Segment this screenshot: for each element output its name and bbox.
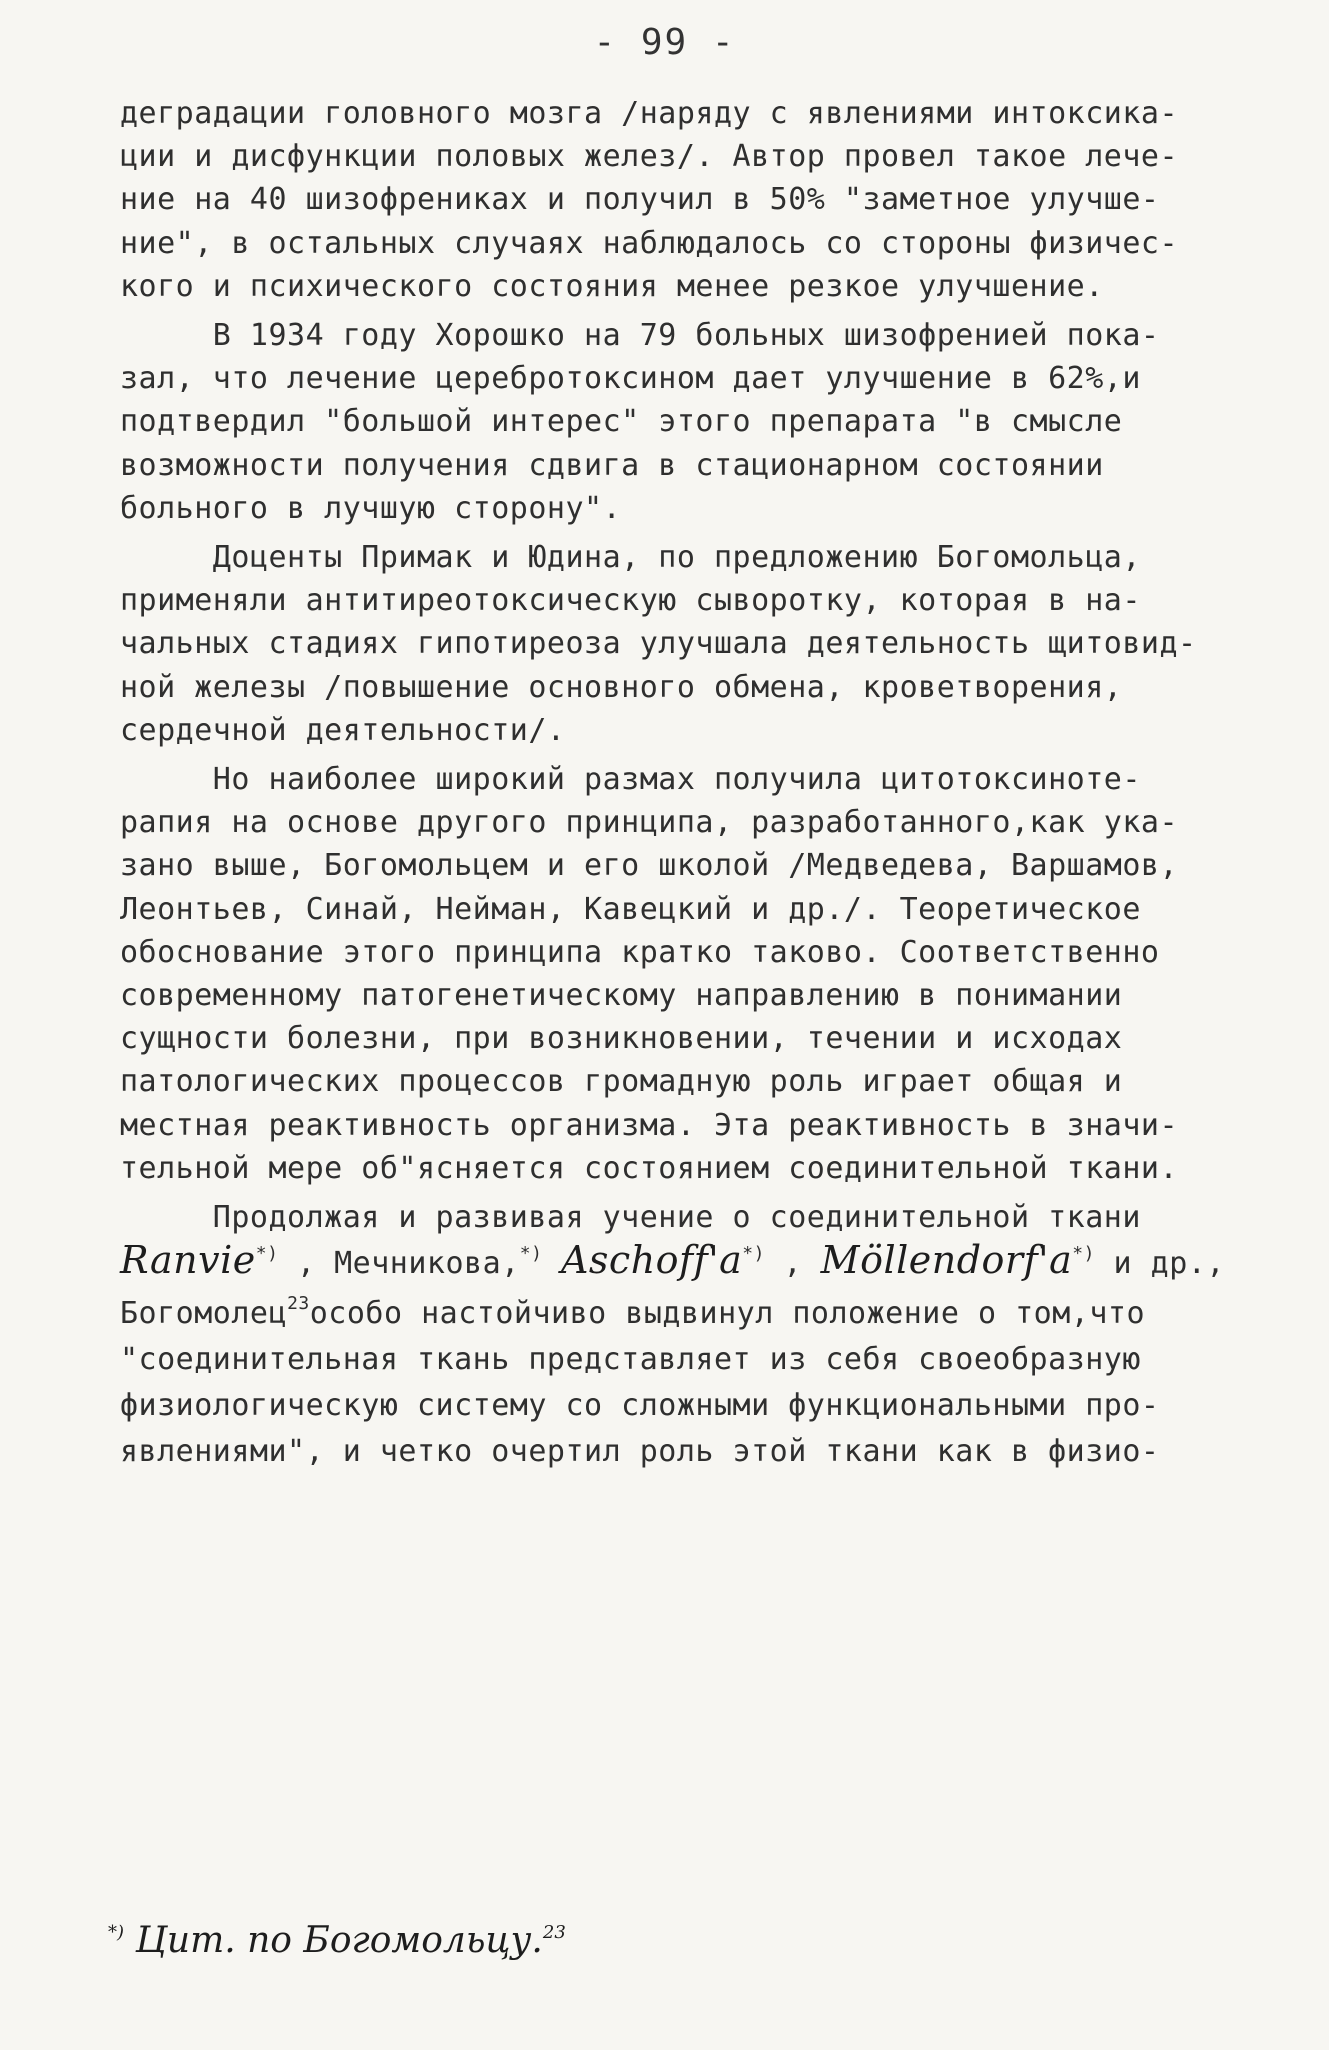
page-number: - 99 - xyxy=(593,22,736,63)
text-line: ной железы /повышение основного обмена, кроветворения, xyxy=(120,670,1123,705)
names-line-tail: и др., xyxy=(1113,1246,1225,1281)
footnote-mark: *) xyxy=(1072,1243,1095,1264)
text-line: Продолжая и развивая учение о соединительной ткани xyxy=(120,1200,1141,1235)
footnote-mark: *) xyxy=(108,1922,125,1943)
text-line: зал, что лечение церебротоксином дает улучшение в 62%,и xyxy=(120,361,1141,396)
text-line xyxy=(120,1293,1146,1331)
text-line: В 1934 году Хорошко на 79 больных шизофренией пока- xyxy=(120,318,1160,353)
footnote-mark: *) xyxy=(255,1243,279,1264)
text-line: чальных стадиях гипотиреоза улучшала деятельность щитовид- xyxy=(120,626,1197,661)
text-fragment: Богомолец xyxy=(120,1296,288,1331)
text-line: патологических процессов громадную роль играет общая и xyxy=(120,1064,1123,1099)
handwritten-name-aschoff: Aschoff'a xyxy=(560,1238,743,1282)
text-line: кого и психического состояния менее резкое улучшение. xyxy=(120,269,1104,304)
text-line: явлениями", и четко очертил роль этой ткани как в физио- xyxy=(120,1434,1160,1469)
text-line: обоснование этого принципа кратко таково. Соответственно xyxy=(120,935,1160,970)
handwritten-name-mollendorf: Möllendorf'a xyxy=(820,1238,1073,1282)
text-line: ние на 40 шизофрениках и получил в 50% "заметное улучше- xyxy=(120,182,1160,217)
text-line: современному патогенетическому направлению в понимании xyxy=(120,978,1123,1013)
names-line: Ranvie*) , Мечникова,*) Aschoff'a*) , Möllendorf'a*) и др., xyxy=(120,1238,1225,1282)
text-line: Леонтьев, Синай, Нейман, Кавецкий и др./. Теоретическое xyxy=(120,892,1141,927)
text-line: применяли антитиреотоксическую сыворотку, которая в на- xyxy=(120,583,1141,618)
footnote-mark: *) xyxy=(519,1243,543,1264)
text-line: местная реактивность организма. Эта реактивность в значи- xyxy=(120,1108,1179,1143)
text-line: сущности болезни, при возникновении, течении и исходах xyxy=(120,1021,1123,1056)
reference-number: 23 xyxy=(542,1922,566,1943)
text-line: больного в лучшую сторону". xyxy=(120,491,622,526)
reference-number: 23 xyxy=(287,1293,310,1314)
footnote-mark: *) xyxy=(742,1243,765,1264)
text-fragment: особо настойчиво выдвинул положение о том,что xyxy=(309,1296,1146,1331)
text-line: подтвердил "большой интерес" этого препарата "в смысле xyxy=(120,404,1123,439)
text-line: ции и дисфункции половых желез/. Автор провел такое лече- xyxy=(120,139,1179,174)
text-line: возможности получения сдвига в стационарном состоянии xyxy=(120,448,1104,483)
footnote-text: Цит. по Богомольцу. xyxy=(135,1920,543,1961)
handwritten-name-ranvier: Ranvie xyxy=(120,1238,256,1282)
text-line: зано выше, Богомольцем и его школой /Медведева, Варшамов, xyxy=(120,848,1179,883)
text-line: ние", в остальных случаях наблюдалось со стороны физичес- xyxy=(120,226,1179,261)
text-line: тельной мере об"ясняется состоянием соединительной ткани. xyxy=(120,1151,1179,1186)
footnote xyxy=(108,1920,566,1961)
text-line: рапия на основе другого принципа, разработанного,как ука- xyxy=(120,805,1179,840)
text-line: сердечной деятельности/. xyxy=(120,713,566,748)
name-mechnikov: Мечникова, xyxy=(334,1246,520,1281)
text-line: "соединительная ткань представляет из себя своеобразную xyxy=(120,1342,1141,1377)
text-line: Доценты Примак и Юдина, по предложению Богомольца, xyxy=(120,540,1141,575)
text-line: деградации головного мозга /наряду с явлениями интоксика- xyxy=(120,96,1179,131)
text-line: Но наиболее широкий размах получила цитотоксиноте- xyxy=(120,762,1141,797)
text-line: физиологическую систему со сложными функциональными про- xyxy=(120,1388,1160,1423)
